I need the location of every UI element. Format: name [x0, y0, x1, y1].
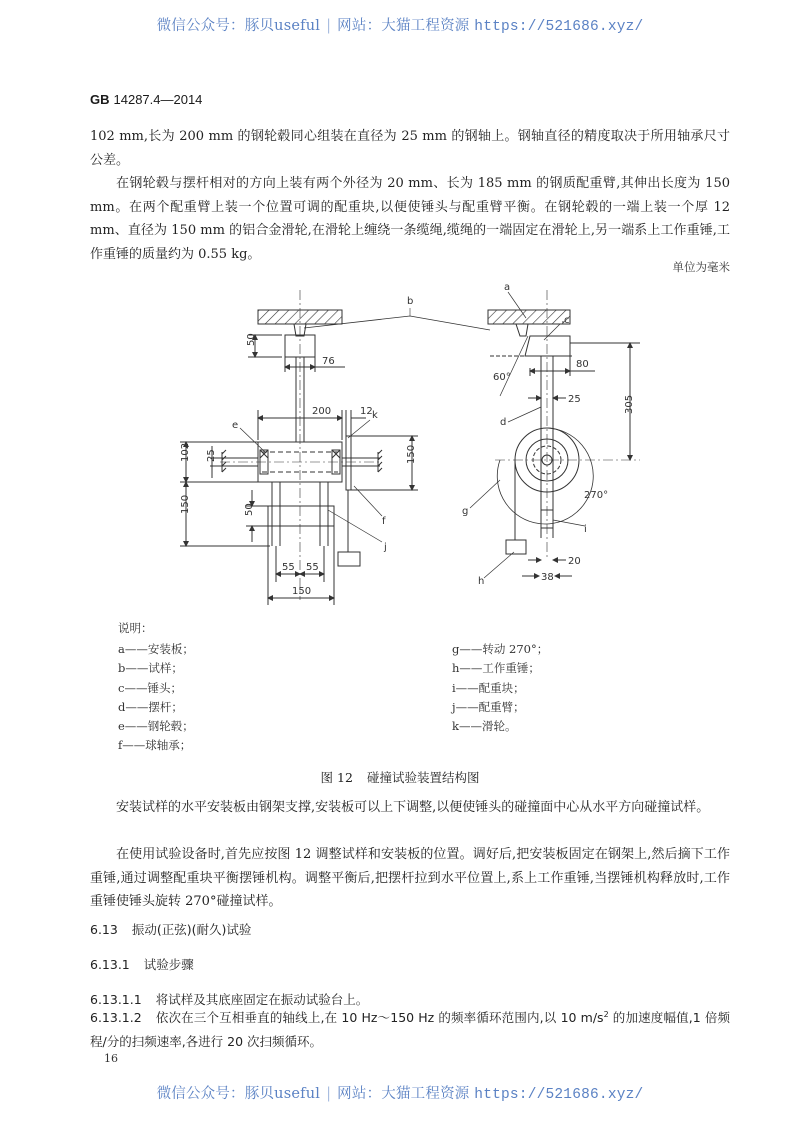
svg-text:150: 150	[292, 586, 312, 597]
paragraph-hub-assembly: 102 mm,长为 200 mm 的钢轮毂同心组装在直径为 25 mm 的钢轴上。钢轴直径的精度取决于所用轴承尺寸公差。	[90, 129, 730, 168]
svg-text:25: 25	[568, 394, 581, 405]
figure-number: 图 12	[320, 770, 353, 785]
svg-text:50: 50	[246, 333, 257, 346]
svg-text:150: 150	[406, 444, 417, 464]
section-title: 振动(正弦)(耐久)试验	[131, 922, 252, 937]
svg-text:80: 80	[576, 359, 589, 370]
svg-text:150: 150	[180, 494, 191, 514]
svg-text:270°: 270°	[584, 490, 609, 501]
svg-text:e: e	[232, 420, 239, 431]
clause-number: 6.13.1.2	[90, 1010, 142, 1025]
unit-note: 单位为毫米	[672, 260, 730, 274]
section-title: 试验步骤	[143, 957, 194, 972]
svg-text:200: 200	[312, 406, 332, 417]
svg-text:25: 25	[206, 449, 217, 462]
svg-text:a: a	[504, 282, 511, 293]
watermark-separator: |	[326, 18, 332, 34]
paragraph-counterweight-arms: 在钢轮毂与摆杆相对的方向上装有两个外径为 20 mm、长为 185 mm 的钢质配重臂,其伸出长度为 150 mm。在两个配重臂上装一个位置可调的配重块,以便使锤头与配重臂平衡。在钢轮毂的一端上装一个厚 12 mm、直径为 150 mm 的铝合金滑轮,在滑轮上缠绕一条缆绳,缆绳的一端固定在滑轮上,另一端系上工作重锤,工作重锤的质量约为 0.55 kg。	[90, 176, 730, 262]
clause-text-a: 依次在三个互相垂直的轴线上,在 10 Hz～150 Hz 的频率循环范围内,以 10 m/s	[155, 1010, 604, 1025]
legend-item: f——球轴承；	[118, 738, 192, 753]
standard-code	[90, 92, 202, 107]
legend-item: h——工作重锤；	[452, 661, 540, 676]
section-number: 6.13	[90, 922, 118, 937]
standard-number: 14287.4—2014	[113, 92, 203, 107]
legend-title: 说明：	[118, 621, 153, 635]
watermark-wechat: 微信公众号：豚贝useful	[156, 1086, 321, 1102]
svg-text:55: 55	[306, 562, 319, 573]
page-number: 16	[104, 1052, 118, 1065]
watermark-bottom	[0, 1082, 800, 1103]
svg-text:20: 20	[568, 556, 581, 567]
legend-item: g——转动 270°；	[452, 642, 549, 656]
svg-text:305: 305	[624, 394, 635, 414]
watermark-separator: |	[326, 1086, 332, 1102]
watermark-wechat: 微信公众号：豚贝useful	[156, 18, 321, 34]
svg-text:60°: 60°	[493, 372, 511, 383]
figure-caption	[0, 768, 800, 786]
paragraph-test-procedure: 在使用试验设备时,首先应按图 12 调整试样和安装板的位置。调好后,把安装板固定在钢架上,然后摘下工作重锤,通过调整配重块平衡摆锤机构。调整平衡后,把摆杆拉到水平位置上,系上工作重锤,当摆锤机构释放时,工作重锤使锤头旋转 270°碰撞试样。	[90, 847, 730, 909]
svg-text:38: 38	[541, 572, 554, 583]
svg-text:102: 102	[180, 442, 191, 462]
clause-text: 将试样及其底座固定在振动试验台上。	[155, 992, 369, 1007]
watermark-top	[0, 14, 800, 35]
legend-item: c——锤头；	[118, 680, 182, 695]
paragraph-mounting-plate: 安装试样的水平安装板由钢架支撑,安装板可以上下调整,以便使锤头的碰撞面中心从水平方向碰撞试样。	[116, 800, 710, 815]
svg-text:b: b	[407, 296, 414, 307]
impact-test-apparatus-diagram	[170, 280, 650, 610]
svg-text:g: g	[462, 506, 469, 517]
legend-item: a——安装板；	[118, 642, 194, 656]
section-number: 6.13.1	[90, 957, 130, 972]
legend-item: j——配重臂；	[452, 699, 525, 714]
svg-text:i: i	[584, 524, 587, 535]
svg-text:55: 55	[282, 562, 295, 573]
svg-text:12: 12	[360, 406, 373, 417]
section-6-13-heading	[90, 920, 251, 938]
legend-left-column	[118, 640, 194, 756]
svg-text:50: 50	[244, 503, 255, 516]
svg-text:h: h	[478, 576, 485, 587]
legend-item: d——摆杆；	[118, 699, 183, 714]
figure-title: 碰撞试验装置结构图	[366, 770, 480, 785]
svg-text:d: d	[500, 417, 507, 428]
svg-text:j: j	[384, 542, 387, 553]
superscript: 2	[603, 1009, 609, 1019]
svg-text:f: f	[382, 516, 386, 527]
legend-item: i——配重块；	[452, 680, 525, 695]
svg-text:k: k	[372, 410, 378, 421]
clause-6-13-1-2	[90, 1006, 730, 1053]
legend-item: b——试样；	[118, 661, 183, 676]
legend-item: e——钢轮毂；	[118, 719, 194, 734]
clause-number: 6.13.1.1	[90, 992, 142, 1007]
clause-text-b: 的加速度幅值,1 倍频程/分的扫频速率,各进行 20 次扫频循环。	[90, 1010, 731, 1049]
watermark-url[interactable]: https://521686.xyz/	[474, 19, 644, 35]
watermark-site-label: 网站：大猫工程资源	[337, 1086, 470, 1102]
svg-text:c: c	[564, 315, 570, 326]
standard-prefix: GB	[90, 92, 110, 107]
watermark-url[interactable]: https://521686.xyz/	[474, 1087, 644, 1103]
watermark-site-label: 网站：大猫工程资源	[337, 18, 470, 34]
legend-item: k——滑轮。	[452, 719, 517, 734]
svg-text:76: 76	[322, 356, 335, 367]
section-6-13-1-heading	[90, 955, 194, 973]
legend-right-column	[452, 640, 548, 736]
